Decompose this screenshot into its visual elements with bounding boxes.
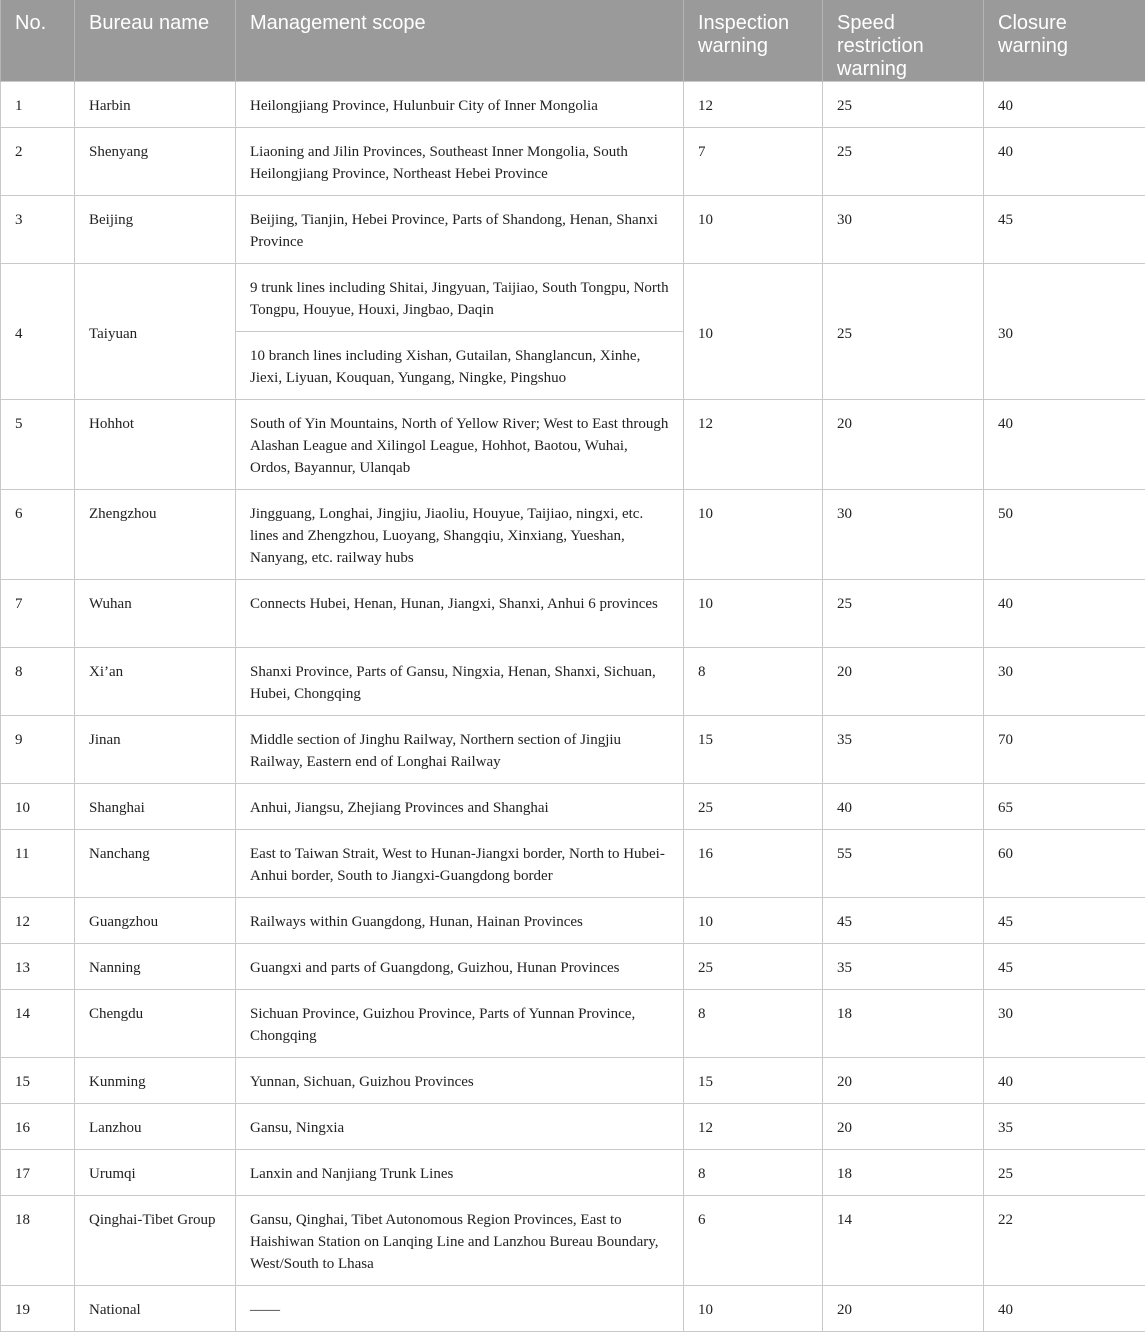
cell-inspection: 15 <box>684 716 823 784</box>
cell-speed: 30 <box>823 196 984 264</box>
table-row <box>1 1196 1145 1286</box>
cell-no: 19 <box>1 1286 75 1332</box>
cell-inspection: 10 <box>684 580 823 648</box>
cell-speed: 30 <box>823 490 984 580</box>
cell-scope: South of Yin Mountains, North of Yellow River; West to East through Alashan League and Xilingol League, Hohhot, Baotou, Wuhai, Ordos, Bayannur, Ulanqab <box>236 400 684 490</box>
cell-speed: 14 <box>823 1196 984 1286</box>
table-row <box>1 830 1145 898</box>
cell-scope: Shanxi Province, Parts of Gansu, Ningxia, Henan, Shanxi, Sichuan, Hubei, Chongqing <box>236 648 684 716</box>
table-row <box>1 264 1145 332</box>
cell-closure: 30 <box>984 264 1145 400</box>
cell-inspection: 10 <box>684 898 823 944</box>
cell-bureau: Chengdu <box>75 990 236 1058</box>
table-row <box>1 990 1145 1058</box>
cell-inspection: 12 <box>684 400 823 490</box>
cell-no: 9 <box>1 716 75 784</box>
cell-no: 14 <box>1 990 75 1058</box>
cell-no: 17 <box>1 1150 75 1196</box>
cell-scope: Guangxi and parts of Guangdong, Guizhou, Hunan Provinces <box>236 944 684 990</box>
cell-speed: 25 <box>823 264 984 400</box>
cell-closure: 22 <box>984 1196 1145 1286</box>
cell-inspection: 8 <box>684 990 823 1058</box>
cell-speed: 20 <box>823 648 984 716</box>
cell-bureau: Wuhan <box>75 580 236 648</box>
cell-bureau: Kunming <box>75 1058 236 1104</box>
table-row <box>1 128 1145 196</box>
cell-closure: 50 <box>984 490 1145 580</box>
cell-no: 11 <box>1 830 75 898</box>
cell-closure: 30 <box>984 648 1145 716</box>
table-row <box>1 1104 1145 1150</box>
cell-no: 8 <box>1 648 75 716</box>
cell-no: 15 <box>1 1058 75 1104</box>
cell-no: 7 <box>1 580 75 648</box>
cell-inspection: 10 <box>684 490 823 580</box>
cell-inspection: 8 <box>684 1150 823 1196</box>
header-management-scope: Management scope <box>236 0 684 82</box>
cell-no: 12 <box>1 898 75 944</box>
header-row <box>1 0 1145 82</box>
cell-bureau: Jinan <box>75 716 236 784</box>
header-closure-warning: Closure warning <box>984 0 1145 82</box>
cell-bureau: Nanchang <box>75 830 236 898</box>
cell-speed: 25 <box>823 580 984 648</box>
cell-closure: 40 <box>984 580 1145 648</box>
cell-scope: Heilongjiang Province, Hulunbuir City of Inner Mongolia <box>236 82 684 128</box>
cell-speed: 35 <box>823 716 984 784</box>
cell-bureau: Harbin <box>75 82 236 128</box>
cell-no: 1 <box>1 82 75 128</box>
table-row <box>1 82 1145 128</box>
cell-scope: Anhui, Jiangsu, Zhejiang Provinces and Shanghai <box>236 784 684 830</box>
table-row <box>1 1058 1145 1104</box>
cell-bureau: Urumqi <box>75 1150 236 1196</box>
table-row <box>1 648 1145 716</box>
cell-scope: Gansu, Qinghai, Tibet Autonomous Region Provinces, East to Haishiwan Station on Lanqing Line and Lanzhou Bureau Boundary, West/South to Lhasa <box>236 1196 684 1286</box>
cell-inspection: 25 <box>684 784 823 830</box>
header-inspection-warning: Inspection warning <box>684 0 823 82</box>
cell-bureau: Taiyuan <box>75 264 236 400</box>
cell-closure: 40 <box>984 1058 1145 1104</box>
table-row <box>1 716 1145 784</box>
cell-scope: Jingguang, Longhai, Jingjiu, Jiaoliu, Houyue, Taijiao, ningxi, etc. lines and Zhengzhou, Luoyang, Shangqiu, Xinxiang, Yueshan, Nanyang, etc. railway hubs <box>236 490 684 580</box>
cell-inspection: 6 <box>684 1196 823 1286</box>
cell-inspection: 10 <box>684 1286 823 1332</box>
cell-speed: 20 <box>823 400 984 490</box>
cell-scope: Yunnan, Sichuan, Guizhou Provinces <box>236 1058 684 1104</box>
cell-speed: 55 <box>823 830 984 898</box>
cell-speed: 25 <box>823 82 984 128</box>
cell-speed: 18 <box>823 1150 984 1196</box>
cell-inspection: 12 <box>684 1104 823 1150</box>
cell-no: 10 <box>1 784 75 830</box>
cell-closure: 70 <box>984 716 1145 784</box>
cell-inspection: 16 <box>684 830 823 898</box>
cell-bureau: Nanning <box>75 944 236 990</box>
cell-no: 18 <box>1 1196 75 1286</box>
cell-scope: Lanxin and Nanjiang Trunk Lines <box>236 1150 684 1196</box>
cell-closure: 40 <box>984 82 1145 128</box>
cell-speed: 25 <box>823 128 984 196</box>
cell-closure: 65 <box>984 784 1145 830</box>
cell-speed: 18 <box>823 990 984 1058</box>
cell-inspection: 15 <box>684 1058 823 1104</box>
cell-closure: 45 <box>984 944 1145 990</box>
table-row <box>1 196 1145 264</box>
cell-bureau: Shanghai <box>75 784 236 830</box>
cell-bureau: Hohhot <box>75 400 236 490</box>
header-speed-restriction-warning: Speed restriction warning <box>823 0 984 82</box>
cell-bureau: Shenyang <box>75 128 236 196</box>
cell-speed: 20 <box>823 1104 984 1150</box>
cell-inspection: 7 <box>684 128 823 196</box>
cell-scope: 10 branch lines including Xishan, Gutailan, Shanglancun, Xinhe, Jiexi, Liyuan, Kouquan, Yungang, Ningke, Pingshuo <box>236 332 684 400</box>
cell-bureau: Qinghai-Tibet Group <box>75 1196 236 1286</box>
cell-speed: 20 <box>823 1286 984 1332</box>
table-row <box>1 580 1145 648</box>
cell-no: 13 <box>1 944 75 990</box>
table-row <box>1 898 1145 944</box>
table-row <box>1 490 1145 580</box>
cell-closure: 40 <box>984 128 1145 196</box>
cell-closure: 40 <box>984 400 1145 490</box>
cell-speed: 20 <box>823 1058 984 1104</box>
cell-bureau: Guangzhou <box>75 898 236 944</box>
cell-scope: East to Taiwan Strait, West to Hunan-Jiangxi border, North to Hubei-Anhui border, South to Jiangxi-Guangdong border <box>236 830 684 898</box>
cell-scope: Liaoning and Jilin Provinces, Southeast Inner Mongolia, South Heilongjiang Province, Northeast Hebei Province <box>236 128 684 196</box>
cell-no: 6 <box>1 490 75 580</box>
cell-inspection: 10 <box>684 264 823 400</box>
cell-closure: 60 <box>984 830 1145 898</box>
table-row <box>1 944 1145 990</box>
cell-bureau: Zhengzhou <box>75 490 236 580</box>
table-row <box>1 1286 1145 1332</box>
cell-no: 2 <box>1 128 75 196</box>
cell-scope: 9 trunk lines including Shitai, Jingyuan, Taijiao, South Tongpu, North Tongpu, Houyue, Houxi, Jingbao, Daqin <box>236 264 684 332</box>
cell-speed: 40 <box>823 784 984 830</box>
header-no: No. <box>1 0 75 82</box>
cell-inspection: 8 <box>684 648 823 716</box>
cell-bureau: Beijing <box>75 196 236 264</box>
cell-scope: Beijing, Tianjin, Hebei Province, Parts of Shandong, Henan, Shanxi Province <box>236 196 684 264</box>
cell-inspection: 25 <box>684 944 823 990</box>
cell-no: 4 <box>1 264 75 400</box>
cell-closure: 30 <box>984 990 1145 1058</box>
cell-closure: 40 <box>984 1286 1145 1332</box>
cell-speed: 45 <box>823 898 984 944</box>
cell-bureau: Lanzhou <box>75 1104 236 1150</box>
cell-scope: Connects Hubei, Henan, Hunan, Jiangxi, Shanxi, Anhui 6 provinces <box>236 580 684 648</box>
table-row <box>1 784 1145 830</box>
cell-scope: Middle section of Jinghu Railway, Northern section of Jingjiu Railway, Eastern end of Longhai Railway <box>236 716 684 784</box>
cell-speed: 35 <box>823 944 984 990</box>
cell-scope: Sichuan Province, Guizhou Province, Parts of Yunnan Province, Chongqing <box>236 990 684 1058</box>
cell-scope: Gansu, Ningxia <box>236 1104 684 1150</box>
cell-bureau: National <box>75 1286 236 1332</box>
cell-closure: 25 <box>984 1150 1145 1196</box>
cell-closure: 45 <box>984 196 1145 264</box>
cell-closure: 45 <box>984 898 1145 944</box>
cell-no: 5 <box>1 400 75 490</box>
table-row <box>1 1150 1145 1196</box>
cell-inspection: 12 <box>684 82 823 128</box>
cell-scope: Railways within Guangdong, Hunan, Hainan Provinces <box>236 898 684 944</box>
cell-bureau: Xi’an <box>75 648 236 716</box>
cell-no: 16 <box>1 1104 75 1150</box>
cell-inspection: 10 <box>684 196 823 264</box>
table-row <box>1 400 1145 490</box>
cell-scope: —— <box>236 1286 684 1332</box>
cell-no: 3 <box>1 196 75 264</box>
header-bureau-name: Bureau name <box>75 0 236 82</box>
cell-closure: 35 <box>984 1104 1145 1150</box>
